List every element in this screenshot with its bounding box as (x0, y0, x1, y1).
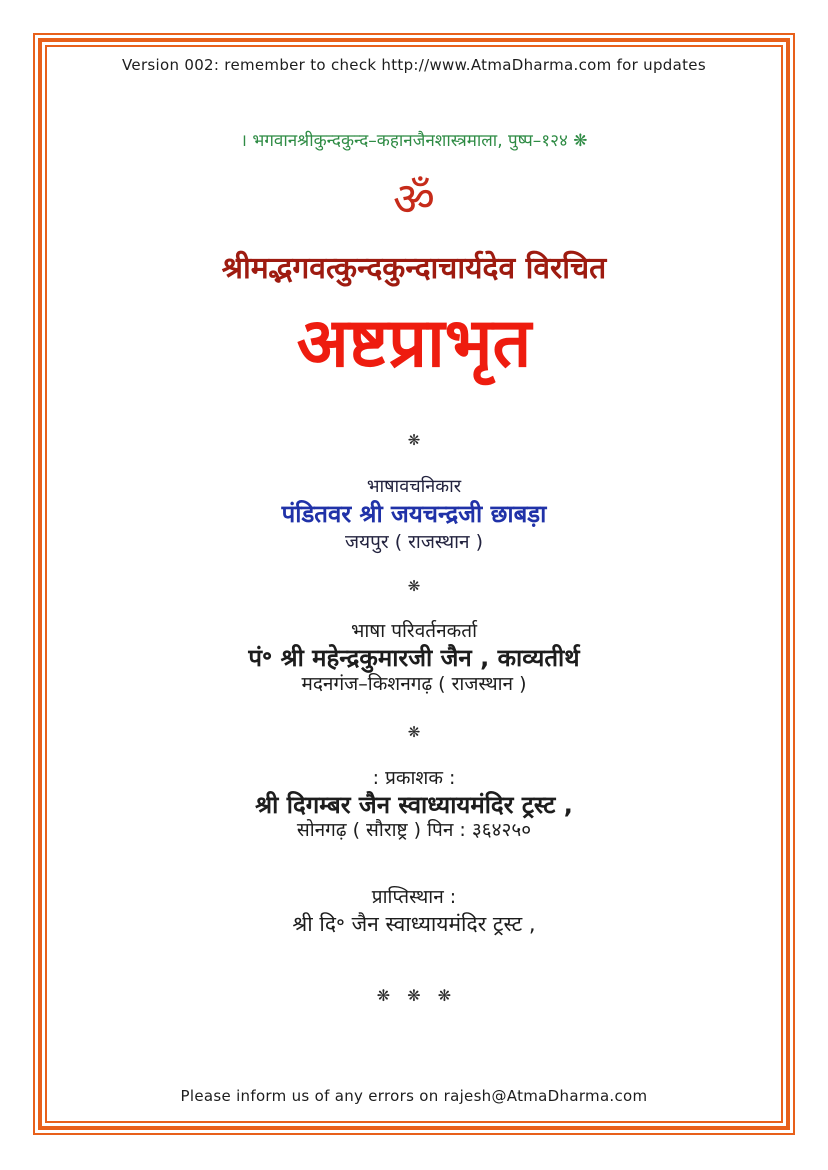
parivartak-label: भाषा परिवर्तनकर्ता (351, 620, 477, 642)
series-line (0, 131, 828, 152)
publisher-name: श्री दिगम्बर जैन स्वाध्यायमंदिर ट्रस्ट , (255, 791, 573, 819)
flower-icon: ❋ (407, 577, 421, 595)
vachanikar-label: भाषावचनिकार (366, 476, 462, 497)
vachanikar-name: पंडितवर श्री जयचन्द्रजी छाबड़ा (281, 500, 547, 528)
errors-note: Please inform us of any errors on rajesh@AtmaDharma.com (180, 1087, 648, 1105)
publisher-label: : प्रकाशक : (372, 767, 456, 789)
parivartak-place: मदनगंज–किशनगढ़ ( राजस्थान ) (301, 673, 527, 695)
publisher-place: सोनगढ़ ( सौराष्ट्र ) पिन : ३६४२५० (296, 819, 532, 841)
author-byline: श्रीमद्भगवत्कुन्दकुन्दाचार्यदेव विरचित (221, 251, 607, 286)
series-line-text: । भगवानश्रीकुन्दकुन्द–कहानजैनशास्त्रमाला, पुष्प–१२४ (240, 131, 568, 151)
availability-label: प्राप्तिस्थान : (371, 886, 457, 908)
om-symbol-icon: ॐ (393, 172, 435, 226)
flower-icon: ❋ (407, 431, 421, 449)
parivartak-name: पं॰ श्री महेन्द्रकुमारजी जैन , काव्यतीर्थ (248, 644, 580, 672)
flower-icon: ❋ (573, 131, 588, 151)
vachanikar-place: जयपुर ( राजस्थान ) (344, 531, 484, 553)
flower-icon: ❋ (407, 723, 421, 741)
book-title: अष्टप्राभृत (296, 304, 532, 383)
version-note: Version 002: remember to check http://www.AtmaDharma.com for updates (122, 56, 706, 74)
availability-name: श्री दि॰ जैन स्वाध्यायमंदिर ट्रस्ट , (292, 912, 536, 936)
triple-flower-icon: ❋ ❋ ❋ (376, 986, 452, 1005)
